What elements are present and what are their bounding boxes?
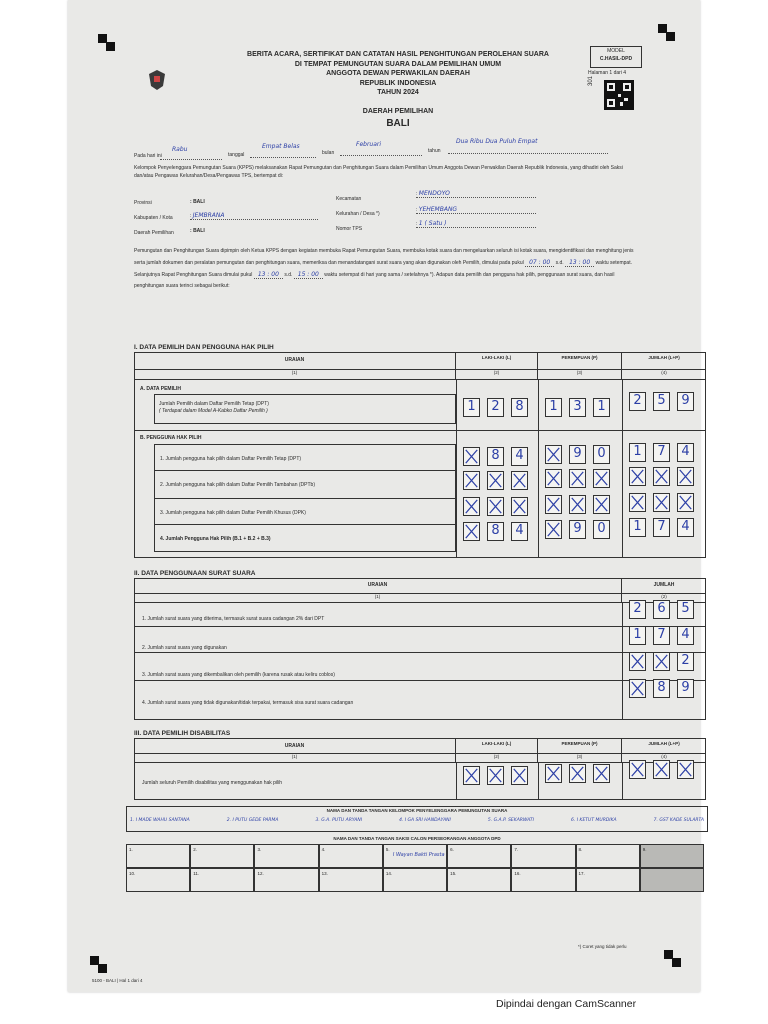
kecamatan-label: Kecamatan bbox=[336, 196, 362, 202]
s1-idx: (4) bbox=[622, 370, 706, 380]
digit-box: 6 bbox=[653, 600, 670, 619]
s3-idx: (3) bbox=[538, 754, 622, 763]
s1-subA: A. DATA PEMILIH bbox=[140, 386, 182, 392]
digit-box: 1 bbox=[545, 398, 562, 417]
year-label: tahun bbox=[428, 148, 441, 154]
dapil-label: Daerah Pemilihan bbox=[134, 230, 174, 236]
tps-value: : 1 ( Satu ) bbox=[416, 220, 536, 228]
digit-box: 4 bbox=[511, 447, 528, 466]
corner-marker bbox=[672, 958, 681, 967]
s1-row2-label: 2. Jumlah pengguna hak pilih dalam Daftar Pemilih Tambahan (DPTb) bbox=[160, 482, 315, 488]
digit-box: 8 bbox=[487, 447, 504, 466]
provinsi-value: : BALI bbox=[190, 199, 205, 205]
s3-idx: (4) bbox=[622, 754, 706, 763]
page-indicator: Halaman 1 dari 4 bbox=[588, 70, 627, 76]
kpps-member: 6. I KETUT MURDIKA bbox=[571, 818, 617, 823]
crossed-digit-box bbox=[677, 760, 694, 779]
crossed-digit-box bbox=[487, 497, 504, 516]
saksi-cell: 10. bbox=[126, 868, 190, 892]
kpps-member: 2. I PUTU GEDE PARMA bbox=[226, 818, 279, 823]
s3-row-label: Jumlah seluruh Pemilih disabilitas yang menggunakan hak pilih bbox=[142, 780, 283, 786]
kpps-member: 7. GST KADE SULARTA bbox=[653, 818, 704, 823]
kpps-member: 1. I MADE WAHU SANTANA bbox=[130, 818, 190, 823]
kecamatan-value: : MENDOYO bbox=[416, 190, 536, 198]
s3-header-laki: LAKI-LAKI (L) bbox=[456, 738, 538, 754]
divider bbox=[456, 380, 457, 558]
digit-box: 0 bbox=[593, 520, 610, 539]
s1-row1-label: 1. Jumlah pengguna hak pilih dalam Daftar Pemilih Tetap (DPT) bbox=[160, 456, 302, 462]
digit-box: 9 bbox=[569, 445, 586, 464]
section3-title: III. DATA PEMILIH DISABILITAS bbox=[134, 730, 231, 737]
crossed-digit-box bbox=[463, 471, 480, 490]
tps-label: Nomor TPS bbox=[336, 226, 363, 232]
crossed-digit-box bbox=[629, 467, 646, 486]
digit-box: 9 bbox=[569, 520, 586, 539]
s1-idx: (1) bbox=[134, 370, 456, 380]
model-box: MODEL C.HASIL-DPD bbox=[590, 46, 642, 68]
saksi-cell: 7. bbox=[511, 844, 575, 868]
digit-box: 7 bbox=[653, 443, 670, 462]
saksi-cell: 9. bbox=[640, 844, 704, 868]
s2-idx: (1) bbox=[134, 594, 622, 603]
digit-box: 9 bbox=[677, 392, 694, 411]
kpps-member: 3. G.A. PUTU ARYANI bbox=[315, 818, 363, 823]
procedure-paragraph: Pemungutan dan Penghitungan Suara dipimpin oleh Ketua KPPS dengan kegiatan membuka Rapat Pemungutan Suara, membuka kotak suara dan mengeluarkan seluruh isi kotak suara, mengidentifikasi dan menghitung jenis serta jumlah dokumen dan peralatan pemungutan dan penghitungan suara, memeriksa dan menandatangani surat suara yang akan digunakan oleh Pemilih, dimulai pada pukul 07 : 00 s.d. 13 : 00 waktu setempat. Selanjutnya Rapat Penghitungan Suara dimulai pukul 13 : 00 s.d. 15 : 00 waktu setempat di hari yang sama / setelahnya *). Adapun data pemilih dan pengguna hak pilih, penggunaan surat suara, dan hasil penghitungan suara terinci sebagai berikut: bbox=[134, 248, 634, 289]
crossed-digit-box bbox=[487, 471, 504, 490]
crossed-digit-box bbox=[463, 497, 480, 516]
saksi-cell: 5. bbox=[383, 844, 447, 868]
saksi-title: NAMA DAN TANDA TANGAN SAKSI CALON PERSEORANGAN ANGGOTA DPD bbox=[333, 836, 501, 841]
saksi-cell: 4. bbox=[319, 844, 383, 868]
s1-header-jumlah: JUMLAH (L+P) bbox=[622, 352, 706, 370]
region-value: BALI bbox=[386, 118, 410, 129]
camscanner-watermark: Dipindai dengan CamScanner bbox=[496, 998, 637, 1010]
saksi-cell: 2. bbox=[190, 844, 254, 868]
region-label: DAERAH PEMILIHAN bbox=[362, 108, 434, 115]
digit-box: 4 bbox=[677, 518, 694, 537]
kpps-list bbox=[130, 818, 704, 830]
digit-box: 8 bbox=[653, 679, 670, 698]
kpps-title: NAMA DAN TANDA TANGAN KELOMPOK PENYELENGGARA PEMUNGUTAN SUARA bbox=[326, 808, 508, 813]
crossed-digit-box bbox=[569, 764, 586, 783]
kabupaten-label: Kabupaten / Kota bbox=[134, 215, 173, 221]
crossed-digit-box bbox=[463, 522, 480, 541]
section2-title: II. DATA PENGGUNAAN SURAT SUARA bbox=[134, 570, 256, 577]
month-label: bulan bbox=[322, 150, 335, 156]
s1-row3-label: 3. Jumlah pengguna hak pilih dalam Daftar Pemilih Khusus (DPK) bbox=[160, 510, 306, 516]
crossed-digit-box bbox=[545, 469, 562, 488]
s2-idx: (2) bbox=[622, 594, 706, 603]
crossed-digit-box bbox=[487, 766, 504, 785]
date-field: Empat Belas bbox=[250, 150, 316, 158]
scanned-document-page bbox=[68, 0, 704, 992]
crossed-digit-box bbox=[629, 652, 646, 671]
saksi-cell: 8. bbox=[576, 844, 640, 868]
saksi-cell: 17. bbox=[576, 868, 640, 892]
kpps-member: 4. I GA SRI HANDAYANI bbox=[399, 818, 451, 823]
saksi-cell: 11. bbox=[190, 868, 254, 892]
saksi-cell: 15. bbox=[447, 868, 511, 892]
s1-dpt-label: Jumlah Pemilih dalam Daftar Pemilih Tetap (DPT) ( Terdapat dalam Model A-Kabko Daftar Pemilih ) bbox=[154, 394, 456, 424]
digit-box: 4 bbox=[511, 522, 528, 541]
crossed-digit-box bbox=[463, 766, 480, 785]
divider bbox=[154, 470, 456, 471]
crossed-digit-box bbox=[511, 471, 528, 490]
digit-box: 5 bbox=[677, 600, 694, 619]
divider bbox=[134, 652, 706, 653]
s2-row3-label: 3. Jumlah surat suara yang dikembalikan oleh pemilih (karena rusak atau keliru coblos) bbox=[142, 672, 335, 678]
corner-marker bbox=[106, 42, 115, 51]
crossed-digit-box bbox=[653, 493, 670, 512]
divider bbox=[134, 626, 706, 627]
divider bbox=[154, 498, 456, 499]
kelurahan-label: Kelurahan / Desa *) bbox=[336, 211, 380, 217]
date-label: tanggal bbox=[228, 152, 245, 158]
day-field: Rabu bbox=[160, 152, 222, 160]
s1-header-perempuan: PEREMPUAN (P) bbox=[538, 352, 622, 370]
kpps-member: 5. G.A.P. SEKARWATI bbox=[487, 818, 534, 823]
saksi-cell: 6. bbox=[447, 844, 511, 868]
s3-idx: (2) bbox=[456, 754, 538, 763]
s1-header-uraian: URAIAN bbox=[134, 352, 456, 370]
saksi-5-signature: I Wayan Bakti Prasta bbox=[392, 852, 445, 858]
divider bbox=[456, 763, 457, 800]
divider bbox=[622, 380, 623, 558]
s1-header-laki: LAKI-LAKI (L) bbox=[456, 352, 538, 370]
s3-header-uraian: URAIAN bbox=[134, 738, 456, 754]
crossed-digit-box bbox=[629, 760, 646, 779]
divider bbox=[538, 380, 539, 558]
crossed-digit-box bbox=[593, 469, 610, 488]
crossed-digit-box bbox=[629, 493, 646, 512]
digit-box: 2 bbox=[677, 652, 694, 671]
crossed-digit-box bbox=[677, 493, 694, 512]
kabupaten-value: : JEMBRANA bbox=[190, 212, 318, 220]
crossed-digit-box bbox=[569, 495, 586, 514]
s2-header-uraian: URAIAN bbox=[134, 578, 622, 594]
day-label: Pada hari ini bbox=[134, 153, 162, 159]
section1-title: I. DATA PEMILIH DAN PENGGUNA HAK PILIH bbox=[134, 344, 274, 351]
kpu-logo bbox=[146, 68, 168, 94]
digit-box: 4 bbox=[677, 443, 694, 462]
digit-box: 5 bbox=[653, 392, 670, 411]
s2-row1-label: 1. Jumlah surat suara yang diterima, termasuk surat suara cadangan 2% dari DPT bbox=[142, 616, 325, 622]
crossed-digit-box bbox=[545, 445, 562, 464]
crossed-digit-box bbox=[593, 764, 610, 783]
digit-box: 4 bbox=[677, 626, 694, 645]
crossed-digit-box bbox=[463, 447, 480, 466]
digit-box: 3 bbox=[569, 398, 586, 417]
year-field: Dua Ribu Dua Puluh Empat bbox=[448, 146, 608, 154]
digit-box: 8 bbox=[511, 398, 528, 417]
crossed-digit-box bbox=[545, 520, 562, 539]
digit-box: 9 bbox=[677, 679, 694, 698]
crossed-digit-box bbox=[677, 467, 694, 486]
digit-box: 2 bbox=[629, 600, 646, 619]
s3-idx: (1) bbox=[134, 754, 456, 763]
digit-box: 0 bbox=[593, 445, 610, 464]
digit-box: 2 bbox=[629, 392, 646, 411]
s1-idx: (2) bbox=[456, 370, 538, 380]
saksi-cell: 1. bbox=[126, 844, 190, 868]
s1-subB: B. PENGGUNA HAK PILIH bbox=[140, 435, 202, 441]
s3-header-jumlah: JUMLAH (L+P) bbox=[622, 738, 706, 754]
digit-box: 1 bbox=[629, 626, 646, 645]
crossed-digit-box bbox=[511, 766, 528, 785]
s1-idx: (3) bbox=[538, 370, 622, 380]
kelurahan-value: : YEHEMBANG bbox=[416, 206, 536, 214]
s2-row4-label: 4. Jumlah surat suara yang tidak digunakan/tidak terpakai, termasuk sisa surat suara cadangan bbox=[142, 700, 354, 706]
crossed-digit-box bbox=[653, 467, 670, 486]
s2-row2-label: 2. Jumlah surat suara yang digunakan bbox=[142, 645, 227, 651]
month-field: Februari bbox=[340, 148, 422, 156]
s3-header-perempuan: PEREMPUAN (P) bbox=[538, 738, 622, 754]
crossed-digit-box bbox=[653, 760, 670, 779]
footnote: *) Coret yang tidak perlu bbox=[578, 944, 627, 949]
corner-marker bbox=[98, 964, 107, 973]
saksi-cell: 12. bbox=[254, 868, 318, 892]
divider bbox=[538, 763, 539, 800]
dapil-value: : BALI bbox=[190, 228, 205, 234]
page-footer: 5100 - BALI | Hal 1 dari 4 bbox=[92, 978, 143, 983]
digit-box: 1 bbox=[629, 518, 646, 537]
divider bbox=[622, 763, 623, 800]
saksi-cell: 13. bbox=[319, 868, 383, 892]
s2-header-jumlah: JUMLAH bbox=[622, 578, 706, 594]
digit-box: 7 bbox=[653, 626, 670, 645]
divider bbox=[622, 603, 623, 720]
digit-box: 2 bbox=[487, 398, 504, 417]
qr-code bbox=[604, 80, 634, 110]
digit-box: 8 bbox=[487, 522, 504, 541]
saksi-cell: 16. bbox=[511, 868, 575, 892]
digit-box: 7 bbox=[653, 518, 670, 537]
crossed-digit-box bbox=[593, 495, 610, 514]
digit-box: 1 bbox=[629, 443, 646, 462]
saksi-cell: 3. bbox=[254, 844, 318, 868]
divider bbox=[134, 430, 706, 431]
crossed-digit-box bbox=[653, 652, 670, 671]
saksi-cell-empty bbox=[640, 868, 704, 892]
corner-marker bbox=[666, 32, 675, 41]
crossed-digit-box bbox=[511, 497, 528, 516]
crossed-digit-box bbox=[545, 495, 562, 514]
digit-box: 1 bbox=[593, 398, 610, 417]
divider bbox=[134, 680, 706, 681]
saksi-cell: 14. bbox=[383, 868, 447, 892]
crossed-digit-box bbox=[629, 679, 646, 698]
crossed-digit-box bbox=[545, 764, 562, 783]
provinsi-label: Provinsi bbox=[134, 200, 152, 206]
digit-box: 1 bbox=[463, 398, 480, 417]
document-title: BERITA ACARA, SERTIFIKAT DAN CATATAN HASIL PENGHITUNGAN PEROLEHAN SUARA DI TEMPAT PEMUNGUTAN SUARA DALAM PEMILIHAN UMUM ANGGOTA DEWAN PERWAKILAN DAERAH REPUBLIK INDONESIA TAHUN 2024 bbox=[247, 51, 549, 96]
divider bbox=[154, 524, 456, 525]
crossed-digit-box bbox=[569, 469, 586, 488]
intro-paragraph: Kelompok Penyelenggara Pemungutan Suara (KPPS) melaksanakan Rapat Pemungutan dan Penghitungan Suara dalam Pemilihan Umum Anggota Dewan Perwakilan Daerah Republik Indonesia, yang dihadiri oleh Saksi dan/atau Pengawas Kelurahan/Desa/Pengawas TPS, bertempat di: bbox=[134, 165, 623, 179]
qr-number: 301 bbox=[588, 75, 594, 86]
s1-row4-label: 4. Jumlah Pengguna Hak Pilih (B.1 + B.2 + B.3) bbox=[160, 536, 271, 542]
